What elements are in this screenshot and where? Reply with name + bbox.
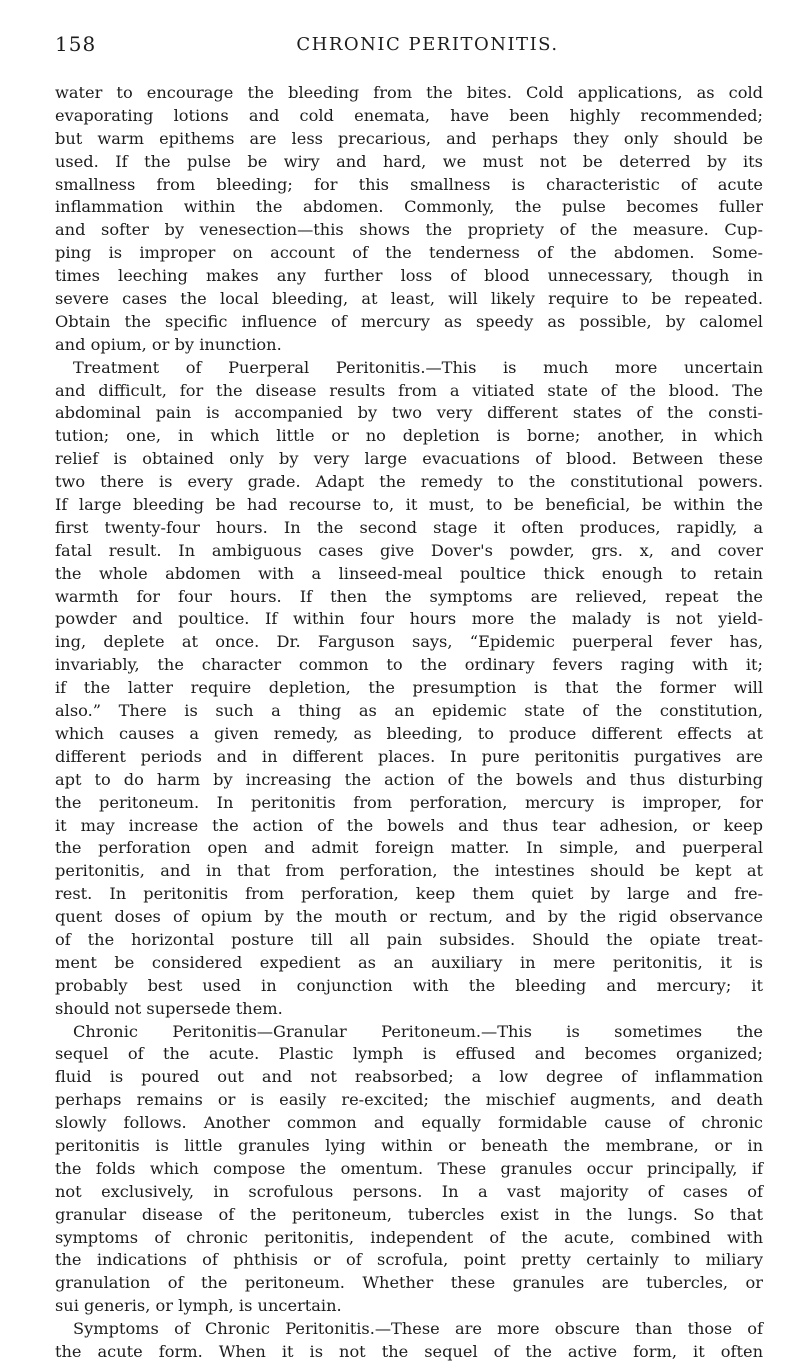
text-line: and opium, or by inunction. [55,334,282,354]
text-line: rest. In peritonitis from perforation, keep them quiet by large and fre- [55,884,763,904]
text-line: invariably, the character common to the ordinary fevers raging with it; [55,655,763,675]
text-line: symptoms of chronic peritonitis, independent of the acute, combined with [55,1227,763,1247]
text-line: powder and poultice. If within four hours more the malady is not yield- [55,609,763,629]
text-line: times leeching makes any further loss of blood unnecessary, though in [55,266,763,286]
text-line: the peritoneum. In peritonitis from perforation, mercury is improper, for [55,792,763,812]
text-line: ing, deplete at once. Dr. Farguson says, “Epidemic puerperal fever has, [55,632,763,652]
text-line: if the latter require depletion, the presumption is that the former will [55,678,763,698]
text-line: fatal result. In ambiguous cases give Dover's powder, grs. x, and cover [55,540,763,560]
text-line: but warm epithems are less precarious, and perhaps they only should be [55,128,763,148]
text-line: abdominal pain is accompanied by two very different states of the consti- [55,403,763,423]
text-line: should not supersede them. [55,998,283,1018]
text-line: not exclusively, in scrofulous persons. In a vast majority of cases of [55,1181,763,1201]
text-line: tution; one, in which little or no depletion is borne; another, in which [55,426,763,446]
text-line: the perforation open and admit foreign matter. In simple, and puerperal [55,838,763,858]
text-line: two there is every grade. Adapt the remedy to the constitutional powers. [55,472,763,492]
text-line: Treatment of Puerperal Peritonitis.—This is much more uncertain [73,357,763,377]
text-line: evaporating lotions and cold enemata, have been highly recommended; [55,105,763,125]
text-line: used. If the pulse be wiry and hard, we must not be deterred by its [55,151,763,171]
running-head [55,32,760,58]
text-line: and difficult, for the disease results from a vitiated state of the blood. The [55,380,763,400]
text-line: inflammation within the abdomen. Commonly, the pulse becomes fuller [55,197,763,217]
text-line: probably best used in conjunction with the bleeding and mercury; it [55,975,763,995]
text-line: Obtain the specific influence of mercury as speedy as possible, by calomel [55,311,763,331]
page-number: 158 [55,32,97,56]
text-line: perhaps remains or is easily re-excited; the mischief augments, and death [55,1090,763,1110]
text-line: apt to do harm by increasing the action of the bowels and thus disturbing [55,769,763,789]
text-line: the folds which compose the omentum. These granules occur principally, if [55,1158,763,1178]
text-line: the indications of phthisis or of scrofula, point pretty certainly to miliary [55,1250,763,1270]
text-line: sequel of the acute. Plastic lymph is effused and becomes organized; [55,1044,763,1064]
body-text [55,82,763,1364]
text-line: relief is obtained only by very large evacuations of blood. Between these [55,449,763,469]
text-line: the whole abdomen with a linseed-meal poultice thick enough to retain [55,563,763,583]
running-title: CHRONIC PERITONITIS. [296,34,559,55]
text-line: the acute form. When it is not the sequel of the active form, it often [55,1341,763,1361]
text-line: warmth for four hours. If then the symptoms are relieved, repeat the [55,586,763,606]
text-line: Chronic Peritonitis—Granular Peritoneum.—This is sometimes the [73,1021,763,1041]
text-line: sui generis, or lymph, is uncertain. [55,1296,342,1316]
text-line: of the horizontal posture till all pain subsides. Should the opiate treat- [55,929,763,949]
text-line: different periods and in different places. In pure peritonitis purgatives are [55,746,763,766]
text-line: first twenty-four hours. In the second stage it often produces, rapidly, a [55,517,763,537]
text-line: peritonitis is little granules lying within or beneath the membrane, or in [55,1135,763,1155]
text-line: also.” There is such a thing as an epidemic state of the constitution, [55,701,763,721]
text-line: ment be considered expedient as an auxiliary in mere peritonitis, it is [55,952,763,972]
text-line: smallness from bleeding; for this smallness is characteristic of acute [55,174,763,194]
text-line: water to encourage the bleeding from the bites. Cold applications, as cold [55,83,763,102]
text-line: Symptoms of Chronic Peritonitis.—These are more obscure than those of [73,1319,763,1339]
text-line: and softer by venesection—this shows the propriety of the measure. Cup- [55,220,763,240]
text-line: ping is improper on account of the tenderness of the abdomen. Some- [55,243,763,263]
text-line: slowly follows. Another common and equally formidable cause of chronic [55,1113,763,1133]
text-line: quent doses of opium by the mouth or rectum, and by the rigid observance [55,907,763,927]
text-line: If large bleeding be had recourse to, it must, to be beneficial, be within the [55,495,763,515]
text-line: which causes a given remedy, as bleeding, to produce different effects at [55,723,763,743]
text-line: fluid is poured out and not reabsorbed; a low degree of inflammation [55,1067,763,1087]
text-line: severe cases the local bleeding, at least, will likely require to be repeated. [55,289,763,309]
text-line: granulation of the peritoneum. Whether these granules are tubercles, or [55,1273,763,1293]
text-line: peritonitis, and in that from perforation, the intestines should be kept at [55,861,763,881]
text-line: granular disease of the peritoneum, tubercles exist in the lungs. So that [55,1204,763,1224]
text-line: it may increase the action of the bowels and thus tear adhesion, or keep [55,815,763,835]
